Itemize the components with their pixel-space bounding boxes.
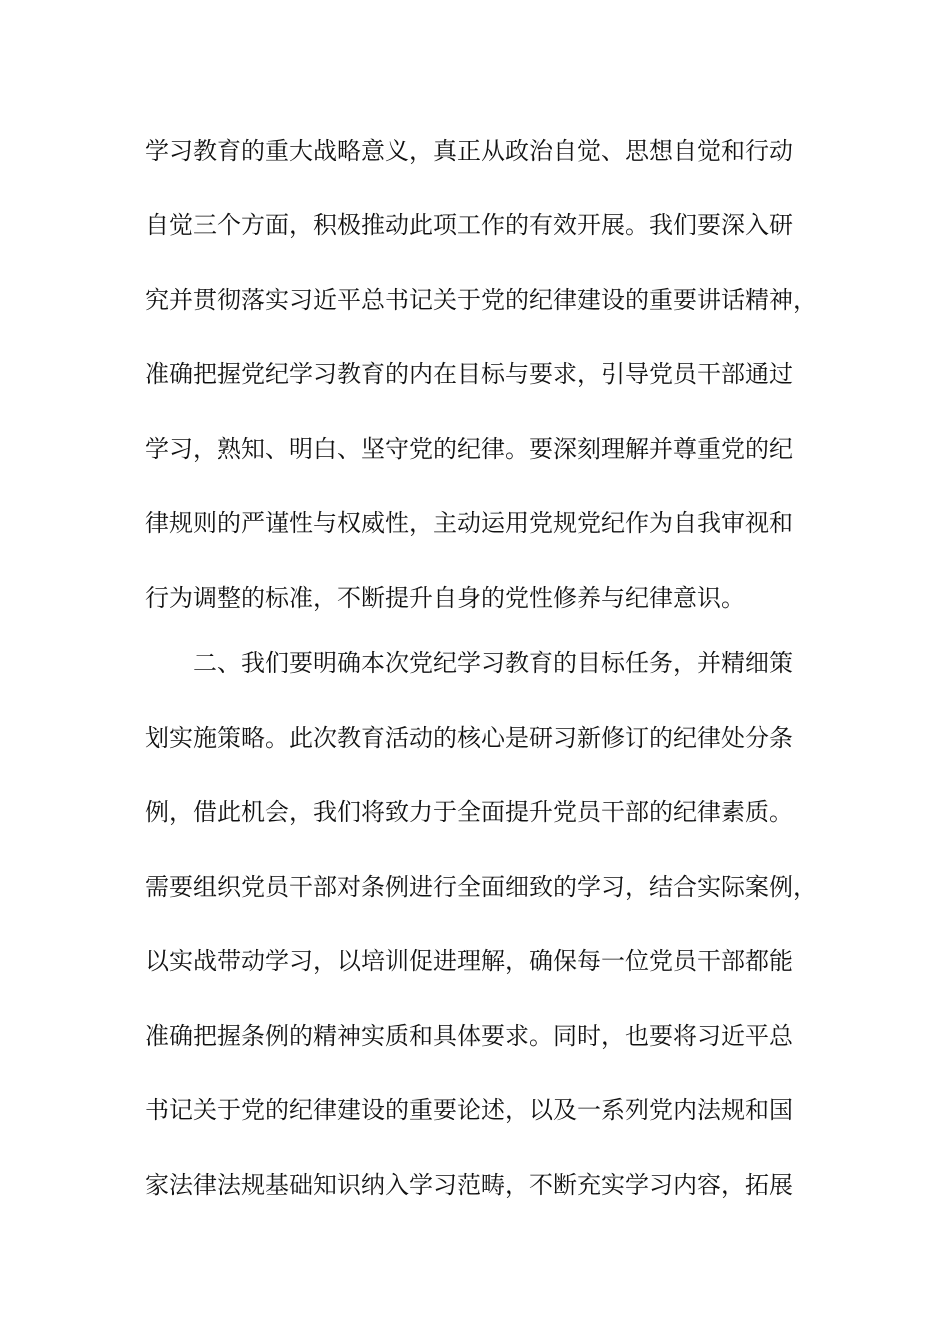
text-line: 律规则的严谨性与权威性，主动运用党规党纪作为自我审视和 — [145, 509, 793, 537]
text-line: 以实战带动学习，以培训促进理解，确保每一位党员干部都能 — [145, 947, 793, 975]
text-line: 划实施策略。此次教育活动的核心是研习新修订的纪律处分条 — [145, 724, 793, 752]
text-line: 行为调整的标准，不断提升自身的党性修养与纪律意识。 — [145, 584, 745, 612]
text-line: 学习，熟知、明白、坚守党的纪律。要深刻理解并尊重党的纪 — [145, 435, 793, 463]
text-line: 例，借此机会，我们将致力于全面提升党员干部的纪律素质。 — [145, 798, 793, 826]
paragraph-first-line: 二、我们要明确本次党纪学习教育的目标任务，并精细策 — [193, 649, 793, 677]
text-line: 家法律法规基础知识纳入学习范畴，不断充实学习内容，拓展 — [145, 1171, 793, 1199]
text-line: 自觉三个方面，积极推动此项工作的有效开展。我们要深入研 — [145, 211, 793, 239]
text-line: 准确把握党纪学习教育的内在目标与要求，引导党员干部通过 — [145, 360, 793, 388]
text-line: 究并贯彻落实习近平总书记关于党的纪律建设的重要讲话精神， — [145, 286, 817, 314]
text-line: 准确把握条例的精神实质和具体要求。同时，也要将习近平总 — [145, 1022, 793, 1050]
text-line: 学习教育的重大战略意义，真正从政治自觉、思想自觉和行动 — [145, 137, 793, 165]
text-line: 需要组织党员干部对条例进行全面细致的学习，结合实际案例， — [145, 873, 817, 901]
text-line: 书记关于党的纪律建设的重要论述，以及一系列党内法规和国 — [145, 1096, 793, 1124]
